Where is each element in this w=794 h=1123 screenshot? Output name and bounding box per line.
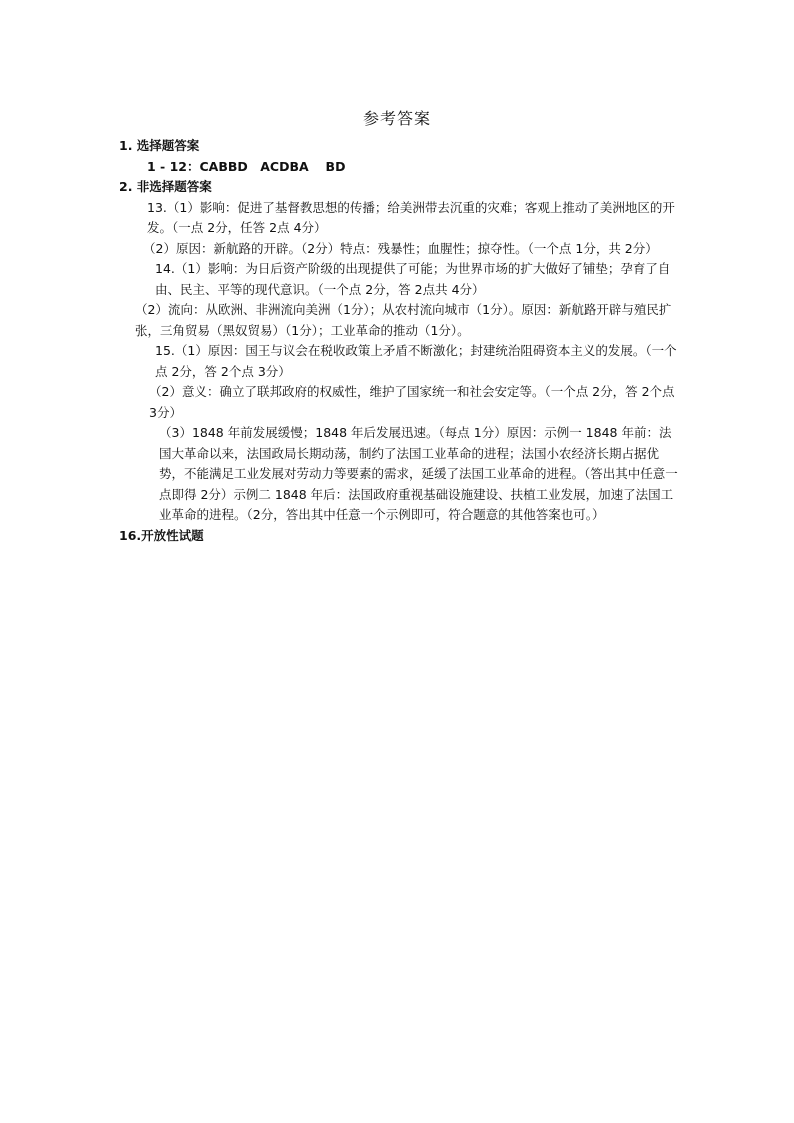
choice-answers: 1 - 12：CABBD ACDBA BD: [147, 158, 346, 174]
q15-part2: （2）意义：确立了联邦政府的权威性，维护了国家统一和社会安定等。（一个点 2分，答 2个点 3分）: [149, 384, 675, 420]
q14-part1: 14.（1）影响：为日后资产阶级的出现提供了可能；为世界市场的扩大做好了铺垫；孕育了自由、民主、平等的现代意识。（一个点 2分，答 2点共 4分）: [155, 261, 671, 297]
q15-part1: 15.（1）原因：国王与议会在税收政策上矛盾不断激化；封建统治阻碍资本主义的发展。（一个点 2分，答 2个点 3分）: [155, 343, 677, 379]
section2-heading: 2. 非选择题答案: [119, 179, 212, 194]
q13-part1: 13.（1）影响：促进了基督教思想的传播；给美洲带去沉重的灾难；客观上推动了美洲地区的开发。（一点 2分，任答 2点 4分）: [147, 199, 675, 235]
q16-line: 16.开放性试题: [119, 527, 204, 543]
q15-part3: （3）1848 年前发展缓慢；1848 年后发展迅速。（每点 1分）原因：示例一 1848 年前：法国大革命以来，法国政局长期动荡，制约了法国工业革命的进程；法国小农经济长期占据优势，不能满足工业发展对劳动力等要素的需求，延缓了法国工业革命的进程。（答出其中任意一点即得 2分）示例二 1848 年后：法国政府重视基础设施建设、扶植工业发展，加速了法国工业革命的进程。（2分，答出其中任意一个示例即可，符合题意的其他答案也可。）: [159, 425, 678, 522]
q13-part2: （2）原因：新航路的开辟。（2分）特点：残暴性；血腥性；掠夺性。（一个点 1分，共 2分）: [143, 240, 658, 256]
q14-part2: （2）流向：从欧洲、非洲流向美洲（1分）；从农村流向城市（1分）。原因：新航路开辟与殖民扩张，三角贸易（黑奴贸易）（1分）；工业革命的推动（1分）。: [135, 302, 672, 338]
page-title: 参考答案: [362, 109, 431, 128]
section1-heading: 1. 选择题答案: [119, 138, 200, 153]
answer-content: [119, 136, 679, 546]
